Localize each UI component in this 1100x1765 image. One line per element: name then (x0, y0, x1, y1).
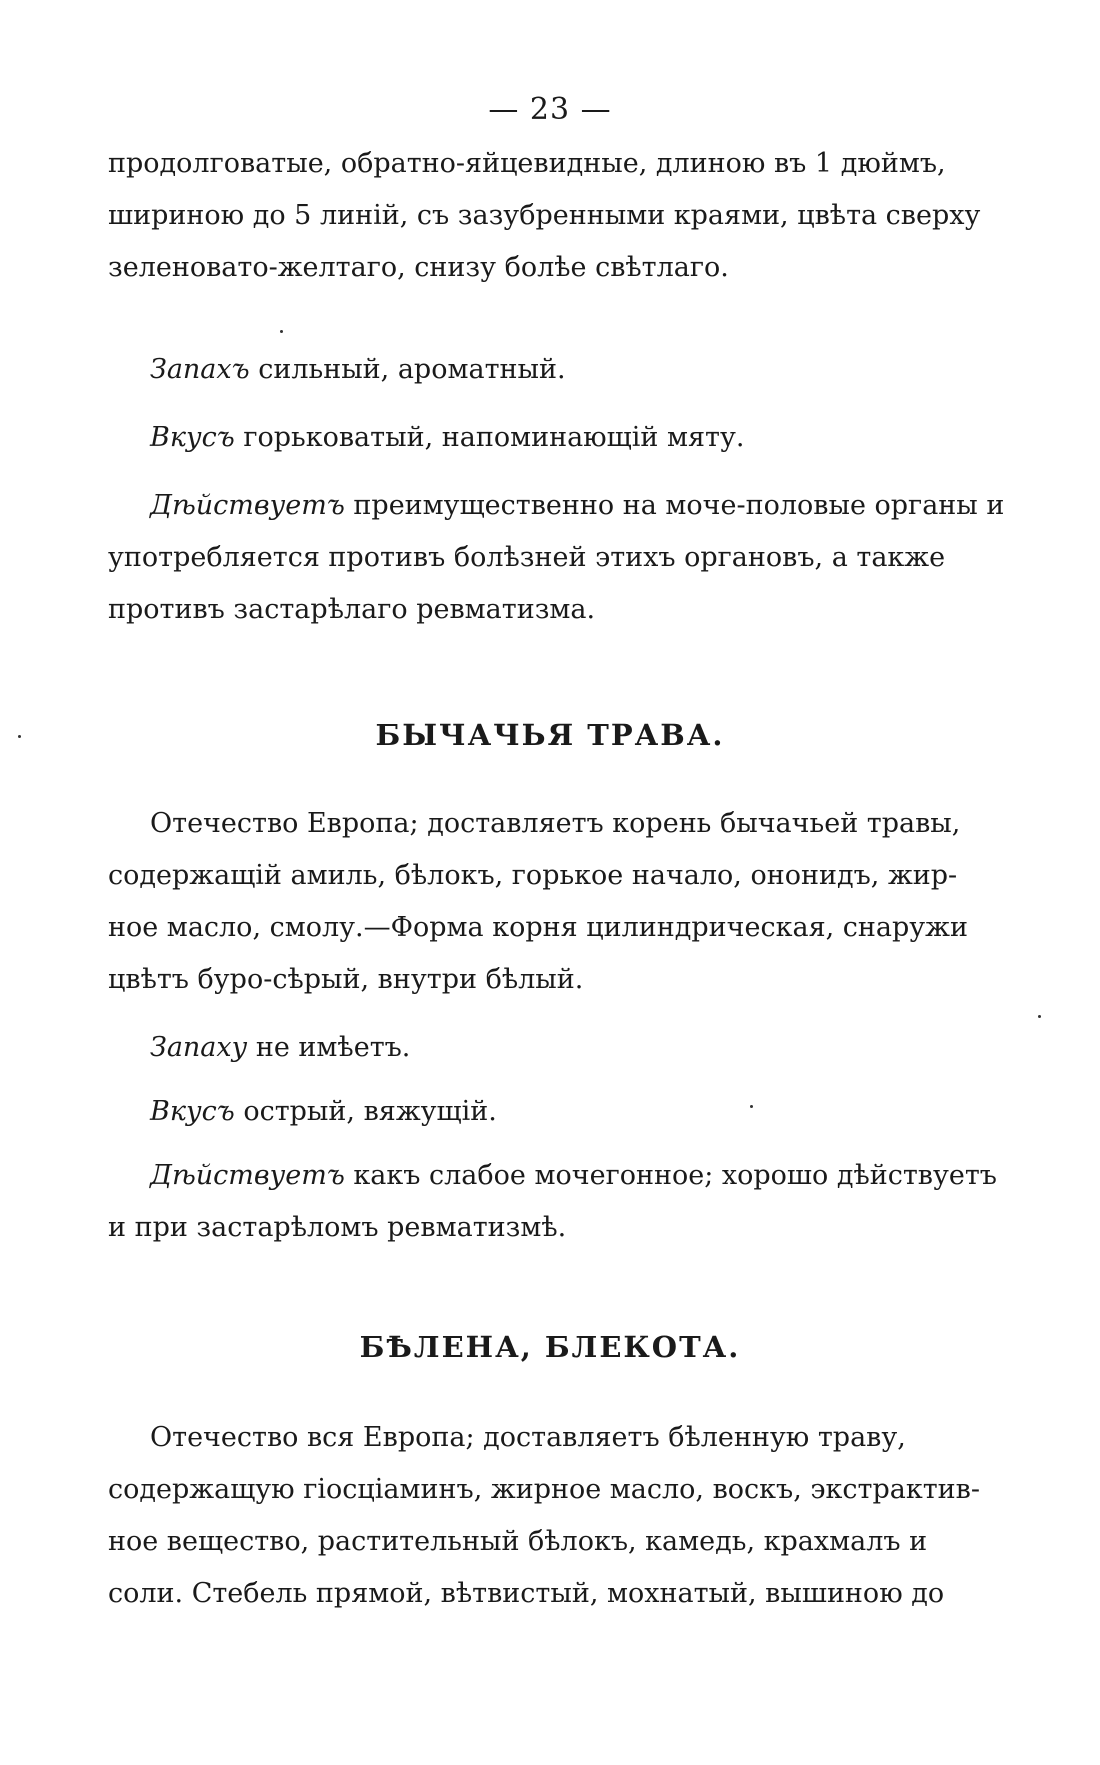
action-term: Дѣйствуетъ (150, 1160, 345, 1191)
taste-line (108, 412, 1046, 464)
text-line: ное масло, смолу.—Форма корня цилиндрическая, снаружи (108, 912, 969, 943)
taste-term: Вкусъ (150, 1096, 235, 1127)
smell-text: не имѣетъ. (247, 1032, 411, 1063)
section-heading-belena-blekota: БѢЛЕНА, БЛЕКОТА. (359, 1330, 741, 1364)
intro-smell (108, 344, 1046, 396)
taste-term: Вкусъ (150, 422, 235, 453)
smell-line (108, 1022, 1046, 1074)
action-line (108, 480, 1046, 532)
intro-taste (108, 412, 1046, 464)
text-line: Отечество вся Европа; доставляетъ бѣленную траву, (150, 1422, 906, 1453)
taste-line (108, 1086, 1046, 1138)
scan-speck (750, 1105, 753, 1108)
text-line: ное вещество, растительный бѣлокъ, камедь, крахмалъ и (108, 1526, 928, 1557)
section1-description (108, 798, 1046, 1006)
text-line: употребляется противъ болѣзней этихъ органовъ, а также (108, 542, 946, 573)
section1-taste (108, 1086, 1046, 1138)
taste-text: горьковатый, напоминающій мяту. (234, 422, 745, 453)
text-line: Отечество Европа; доставляетъ корень бычачьей травы, (150, 808, 961, 839)
intro-action (108, 480, 1046, 636)
scan-speck (18, 735, 21, 738)
text-line: зеленовато-желтаго, снизу болѣе свѣтлаго. (108, 252, 729, 283)
section2-description (108, 1412, 1046, 1620)
text-line: содержащій амиль, бѣлокъ, горькое начало, ононидъ, жир- (108, 860, 958, 891)
text-line: содержащую гіосціаминъ, жирное масло, воскъ, экстрактив- (108, 1474, 980, 1505)
smell-term: Запаху (150, 1032, 248, 1063)
text-line: соли. Стебель прямой, вѣтвистый, мохнатый, вышиною до (108, 1578, 945, 1609)
section1-smell (108, 1022, 1046, 1074)
section1-action (108, 1150, 1046, 1254)
text-line: противъ застарѣлаго ревматизма. (108, 594, 596, 625)
smell-line (108, 344, 1046, 396)
taste-text: острый, вяжущій. (234, 1096, 497, 1127)
text-line: шириною до 5 линій, съ зазубренными краями, цвѣта сверху (108, 200, 981, 231)
page-number: — 23 — (488, 92, 612, 127)
action-text: какъ слабое мочегонное; хорошо дѣйствуетъ (344, 1160, 997, 1191)
action-line (108, 1150, 1046, 1202)
action-text: преимущественно на моче-половые органы и (344, 490, 1005, 521)
smell-term: Запахъ (150, 354, 250, 385)
text-line: и при застарѣломъ ревматизмѣ. (108, 1212, 567, 1243)
action-term: Дѣйствуетъ (150, 490, 345, 521)
section-heading-bychachya-trava: БЫЧАЧЬЯ ТРАВА. (375, 718, 725, 752)
intro-description (108, 138, 1046, 294)
text-line: цвѣтъ буро-сѣрый, внутри бѣлый. (108, 964, 584, 995)
scan-speck (280, 330, 283, 333)
smell-text: сильный, ароматный. (249, 354, 566, 385)
scan-speck (1038, 1015, 1041, 1018)
text-line: продолговатые, обратно-яйцевидные, длиною въ 1 дюймъ, (108, 148, 946, 179)
